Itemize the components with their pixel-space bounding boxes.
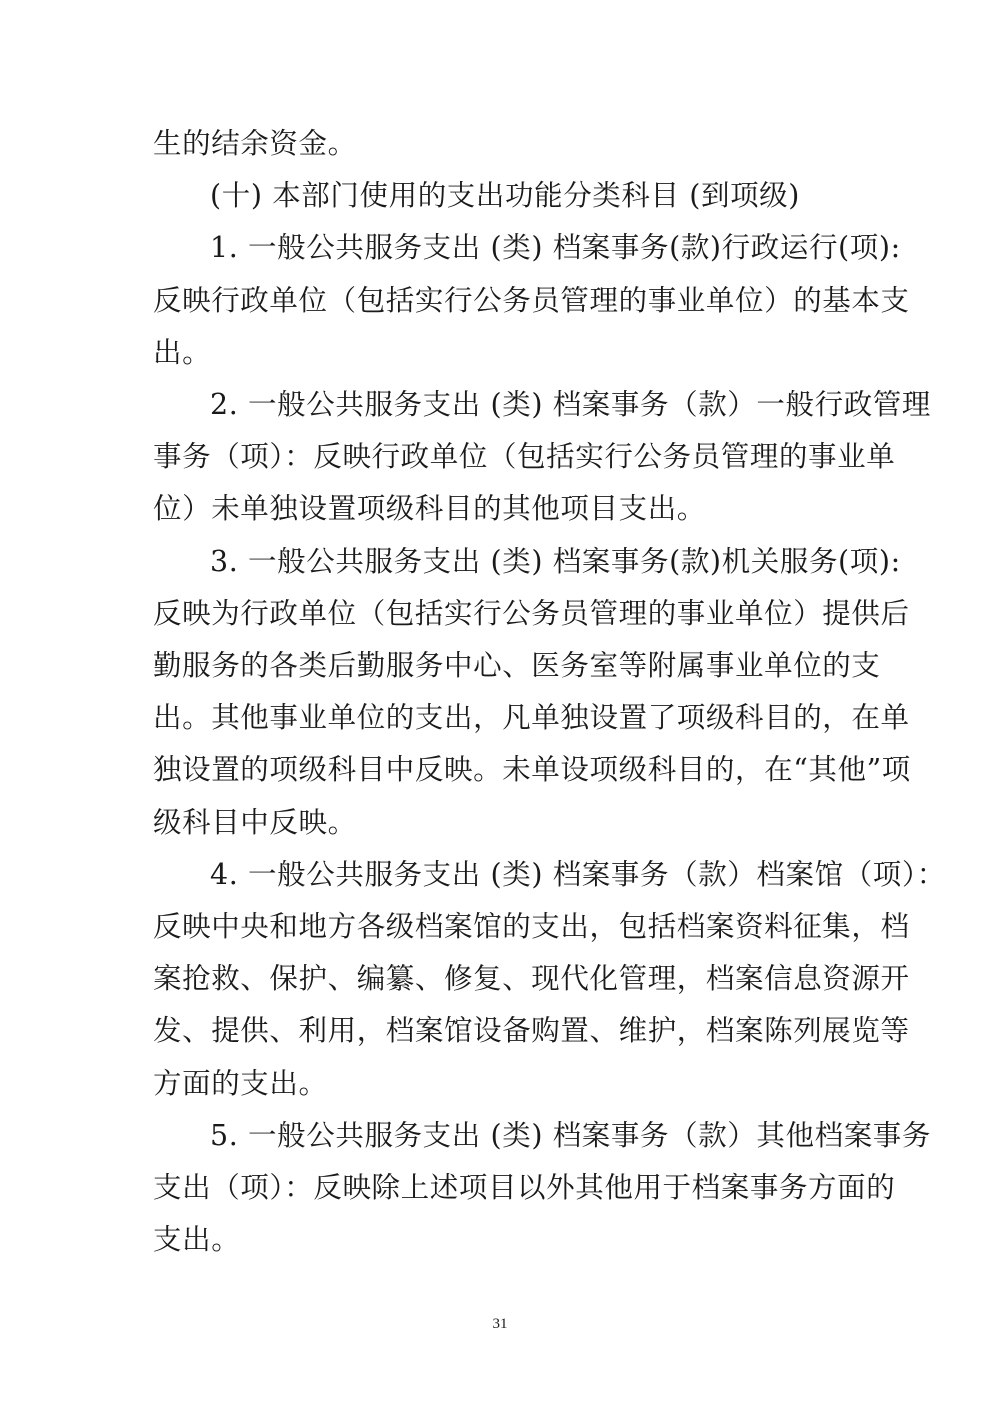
text-line: 勤服务的各类后勤服务中心、医务室等附属事业单位的支 (153, 649, 881, 683)
text-line: 支出。 (153, 1223, 241, 1257)
text-line: 1. 一般公共服务支出 (类) 档案事务(款)行政运行(项): (210, 231, 901, 265)
text-line: 出。其他事业单位的支出，凡单独设置了项级科目的，在单 (153, 701, 910, 735)
text-line: 反映中央和地方各级档案馆的支出，包括档案资料征集，档 (153, 910, 910, 944)
text-line: 生的结余资金。 (153, 127, 357, 160)
text-line: 5. 一般公共服务支出 (类) 档案事务（款）其他档案事务 (210, 1118, 932, 1152)
text-line: 3. 一般公共服务支出 (类) 档案事务(款)机关服务(项): (210, 544, 901, 578)
text-line: 级科目中反映。 (153, 805, 357, 839)
text-line: 方面的支出。 (153, 1066, 328, 1100)
page-number: 31 (492, 1316, 508, 1332)
text-line: 事务（项）：反映行政单位（包括实行公务员管理的事业单 (153, 440, 896, 474)
text-line: 反映为行政单位（包括实行公务员管理的事业单位）提供后 (153, 596, 910, 630)
text-line: 4. 一般公共服务支出 (类) 档案事务（款）档案馆（项）： (210, 857, 946, 891)
text-line: 案抢救、保护、编纂、修复、现代化管理，档案信息资源开 (153, 962, 910, 996)
text-line: 位）未单独设置项级科目的其他项目支出。 (153, 492, 706, 526)
text-line: 发、提供、利用，档案馆设备购置、维护，档案陈列展览等 (153, 1014, 910, 1048)
text-line: 支出（项）：反映除上述项目以外其他用于档案事务方面的 (153, 1171, 896, 1205)
text-line: (十) 本部门使用的支出功能分类科目 (到项级) (210, 179, 800, 213)
text-line: 反映行政单位（包括实行公务员管理的事业单位）的基本支 (153, 283, 910, 317)
text-line: 2. 一般公共服务支出 (类) 档案事务（款）一般行政管理 (210, 388, 932, 422)
body-text (153, 118, 946, 1266)
text-line: 独设置的项级科目中反映。未单设项级科目的，在“其他”项 (153, 753, 911, 787)
text-line: 出。 (153, 335, 212, 369)
